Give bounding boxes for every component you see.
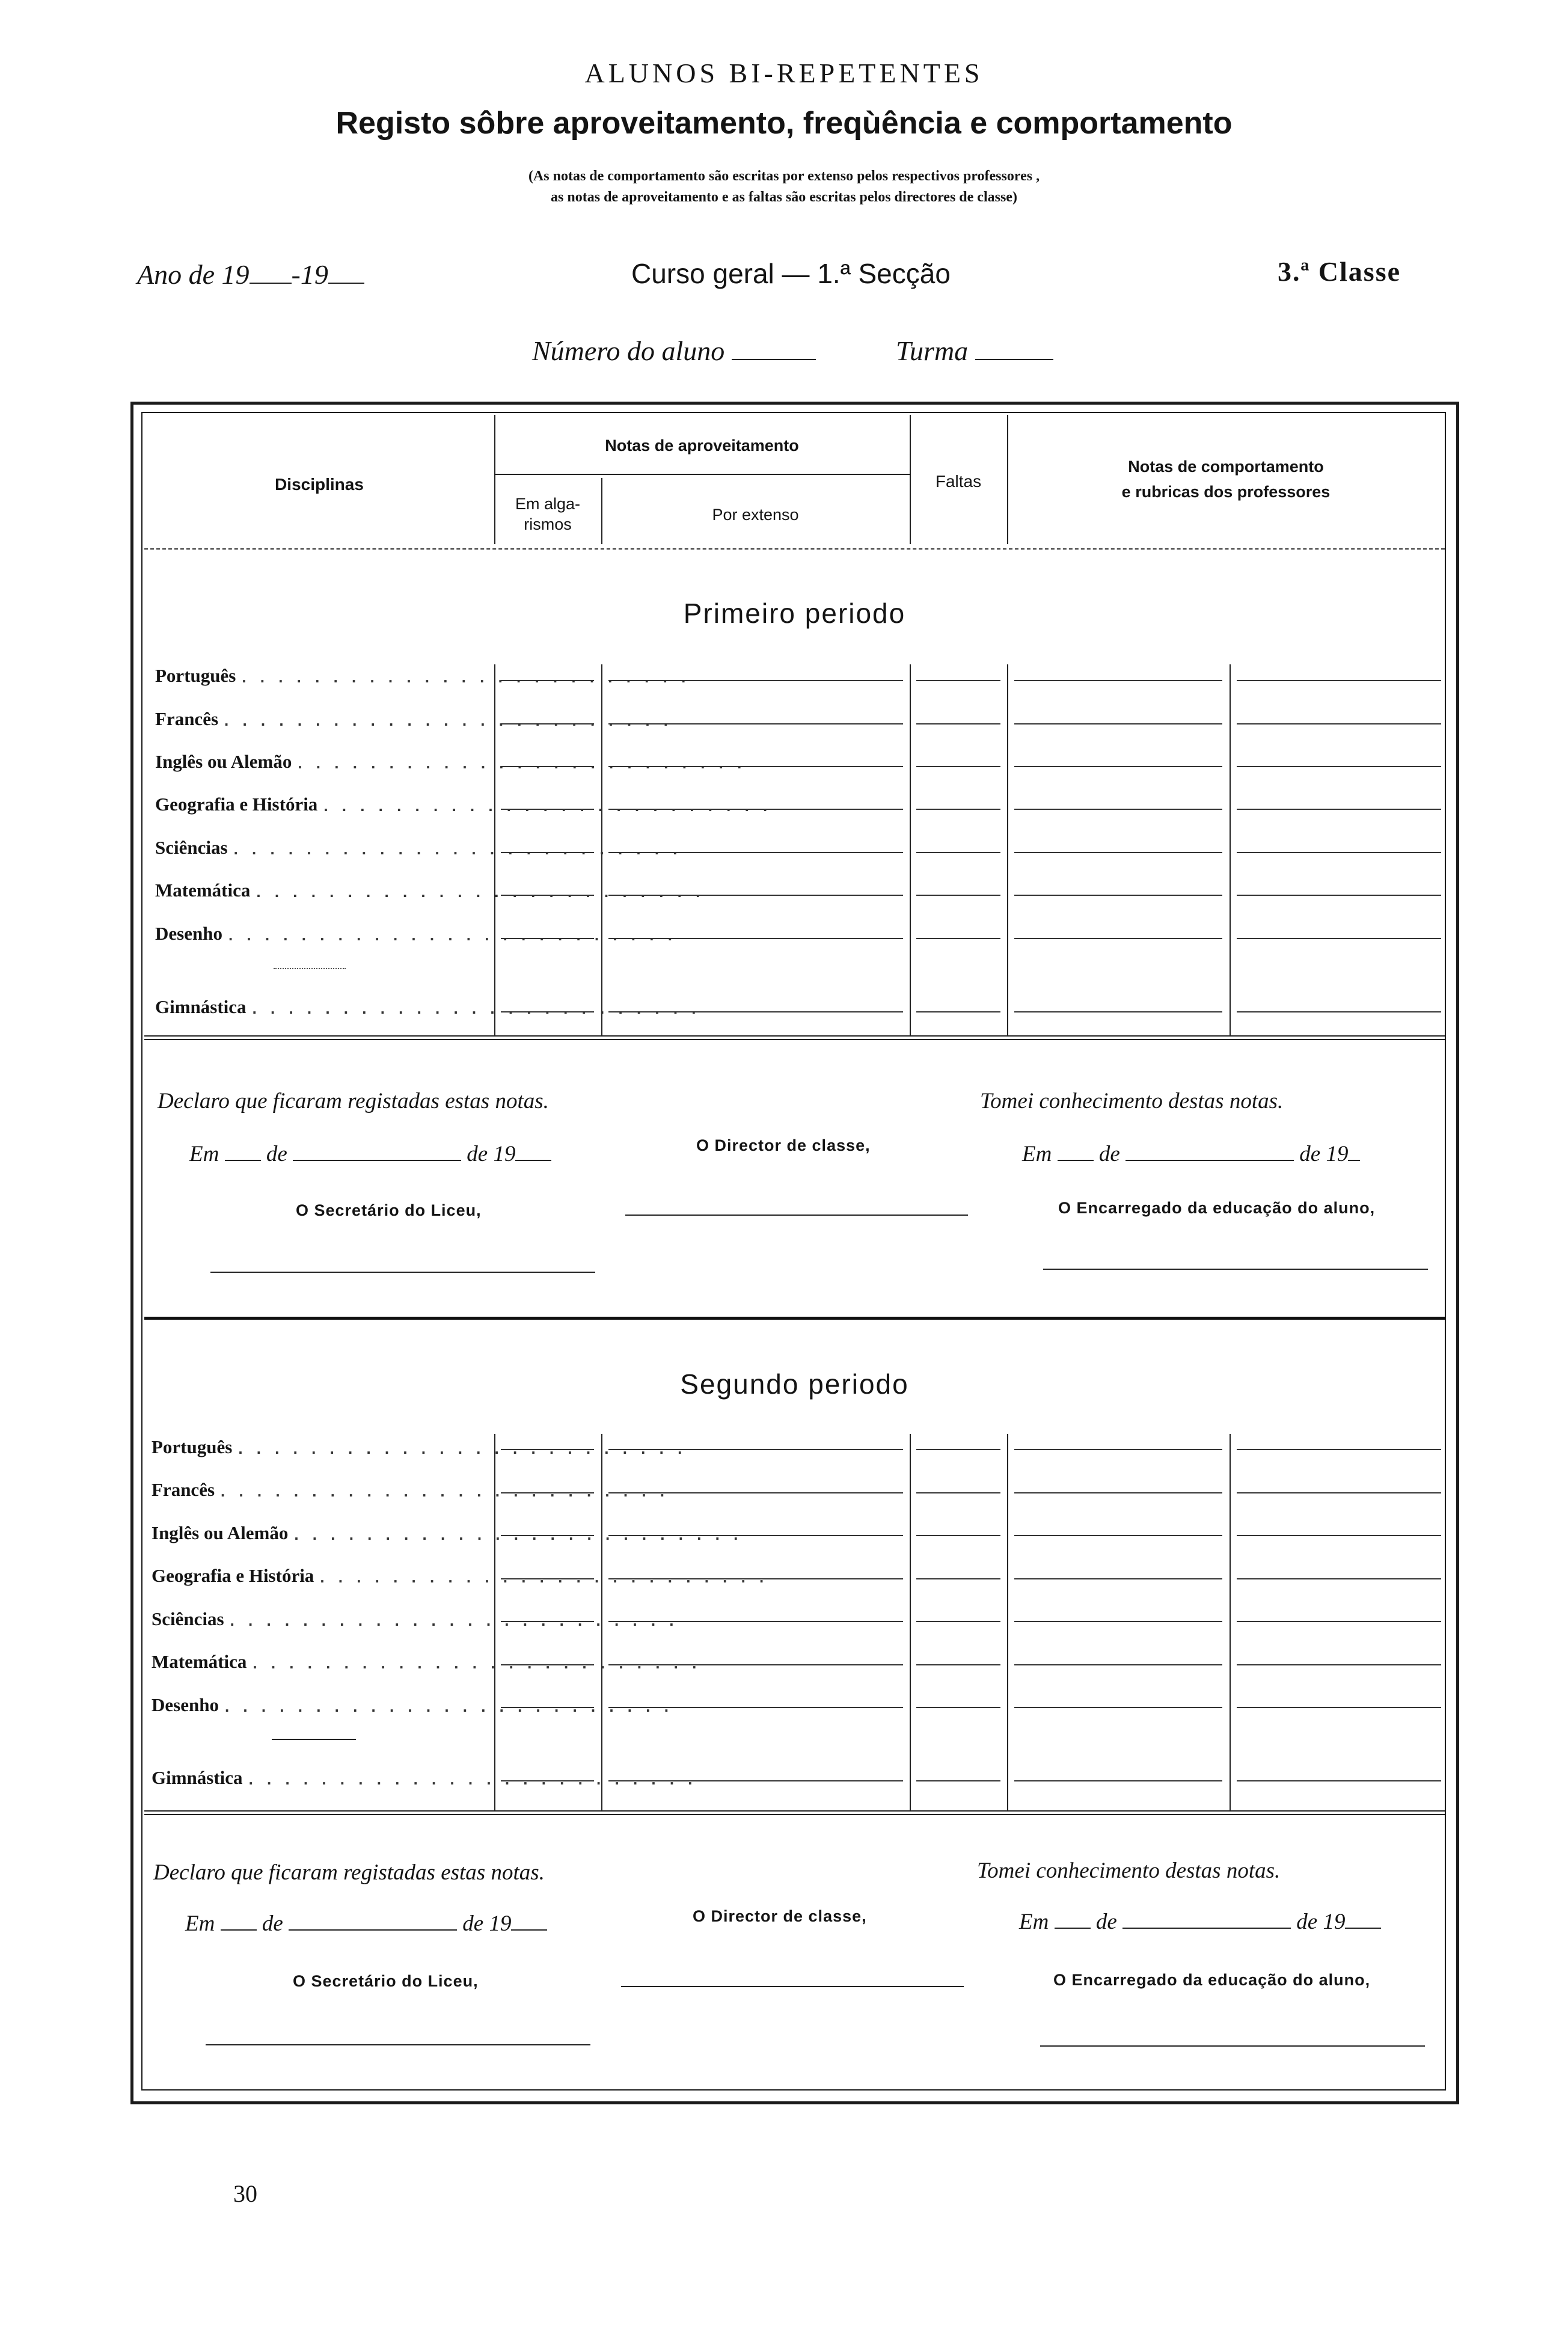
grade-number-line[interactable] — [501, 1535, 594, 1536]
grade-words-line[interactable] — [608, 1707, 903, 1708]
grade-number-line[interactable] — [501, 1492, 594, 1493]
grade-number-line[interactable] — [501, 1449, 594, 1450]
behavior-line[interactable] — [1014, 1449, 1222, 1450]
subject-label: Geografia e História — [152, 1565, 314, 1586]
year-label: Ano de 19 — [137, 259, 250, 290]
grade-number-line[interactable] — [501, 852, 594, 853]
acknowledge-statement: Tomei conhecimento destas notas. — [977, 1858, 1281, 1883]
secretary-label: O Secretário do Liceu, — [296, 1201, 482, 1219]
absences-line[interactable] — [916, 680, 1000, 681]
de-label: de — [1098, 1142, 1120, 1166]
secretary-signature-line[interactable] — [210, 1272, 595, 1273]
grade-words-line[interactable] — [608, 1621, 903, 1622]
form-note-line-2: as notas de aproveitamento e as faltas são escritas pelos directores de classe) — [551, 189, 1017, 205]
guardian-label: O Encarregado da educação do aluno, — [1058, 1199, 1376, 1217]
declare-statement: Declaro que ficaram registadas estas notas. — [153, 1860, 545, 1885]
class-group-field[interactable] — [896, 335, 1053, 367]
signature-line[interactable] — [1237, 766, 1441, 767]
signature-line[interactable] — [1237, 1535, 1441, 1536]
secretary-label: O Secretário do Liceu, — [293, 1972, 479, 1990]
course-section: Curso geral — 1.ª Secção — [631, 258, 951, 289]
form-subtitle: Registo sôbre aproveitamento, freqùência e comportamento — [335, 106, 1233, 141]
absences-line[interactable] — [916, 809, 1000, 810]
guardian-signature-line[interactable] — [1043, 1269, 1428, 1270]
behavior-line[interactable] — [1014, 1664, 1222, 1665]
behavior-line[interactable] — [1014, 1535, 1222, 1536]
em-label: Em — [189, 1142, 219, 1166]
grade-number-line[interactable] — [501, 1621, 594, 1622]
behavior-line[interactable] — [1014, 1578, 1222, 1579]
absences-line[interactable] — [916, 1664, 1000, 1665]
director-label: O Director de classe, — [693, 1907, 867, 1925]
absences-line[interactable] — [916, 1011, 1000, 1012]
column-divider — [1007, 664, 1008, 1036]
subject-row: Inglês ou Alemão . . . . . . . . . . . . . . . . . . . . . . . . . — [152, 1522, 743, 1543]
grade-number-line[interactable] — [501, 895, 594, 896]
de19-label: de 19 — [462, 1911, 512, 1936]
absences-line[interactable] — [916, 723, 1000, 724]
header-subline — [494, 474, 910, 475]
grade-words-line[interactable] — [608, 895, 903, 896]
subject-row: Português . . . . . . . . . . . . . . . . . . . . . . . . . — [152, 1436, 687, 1457]
secretary-date-field[interactable] — [185, 1911, 547, 1937]
grade-words-line[interactable] — [608, 852, 903, 853]
subject-label: Geografia e História — [155, 794, 318, 815]
secretary-signature-line[interactable] — [206, 2044, 590, 2045]
absences-line[interactable] — [916, 1578, 1000, 1579]
subject-row: Matemática . . . . . . . . . . . . . . . . . . . . . . . . . — [152, 1651, 702, 1672]
subject-label: Matemática — [152, 1651, 247, 1672]
page-number: 30 — [233, 2180, 257, 2207]
grade-words-line[interactable] — [608, 1449, 903, 1450]
signature-line[interactable] — [1237, 1449, 1441, 1450]
period-1-title: Primeiro periodo — [683, 598, 906, 629]
behavior-line[interactable] — [1014, 809, 1222, 810]
behavior-line[interactable] — [1014, 766, 1222, 767]
signature-line[interactable] — [1237, 1011, 1441, 1012]
class-label: 3.ª Classe — [1278, 256, 1401, 287]
behavior-line[interactable] — [1014, 895, 1222, 896]
de-label: de — [262, 1911, 283, 1936]
year-separator: -19 — [291, 259, 328, 290]
subject-row: Português . . . . . . . . . . . . . . . . . . . . . . . . . — [155, 665, 691, 686]
de19-label: de 19 — [1296, 1910, 1346, 1934]
grade-number-line[interactable] — [501, 1707, 594, 1708]
grade-words-line[interactable] — [608, 1578, 903, 1579]
grade-words-line[interactable] — [608, 1664, 903, 1665]
grade-number-line[interactable] — [501, 1578, 594, 1579]
student-number-field[interactable] — [532, 335, 816, 367]
behavior-line[interactable] — [1014, 723, 1222, 724]
subject-row: Sciências . . . . . . . . . . . . . . . . . . . . . . . . . — [152, 1608, 679, 1629]
subject-label: Desenho — [155, 923, 222, 944]
subject-row: Desenho . . . . . . . . . . . . . . . . . . . . . . . . . — [152, 1694, 673, 1715]
grade-words-line[interactable] — [608, 938, 903, 939]
absences-line[interactable] — [916, 1621, 1000, 1622]
secretary-date-field[interactable] — [189, 1141, 551, 1167]
subject-label: Português — [155, 665, 236, 686]
grade-words-line[interactable] — [608, 766, 903, 767]
subject-label: Inglês ou Alemão — [155, 751, 292, 772]
guardian-label: O Encarregado da educação do aluno, — [1053, 1971, 1371, 1989]
absences-header: Faltas — [935, 472, 982, 491]
director-label: O Director de classe, — [696, 1136, 871, 1154]
behavior-line[interactable] — [1014, 1011, 1222, 1012]
subject-row: Desenho . . . . . . . . . . . . . . . . . . . . . . . . . — [155, 923, 677, 944]
grade-words-line[interactable] — [608, 1011, 903, 1012]
behavior-line[interactable] — [1014, 1780, 1222, 1781]
subject-row: Gimnástica . . . . . . . . . . . . . . . . . . . . . . . . . — [152, 1767, 697, 1788]
signature-line[interactable] — [1237, 809, 1441, 810]
absences-line[interactable] — [916, 1449, 1000, 1450]
grades-group-header: Notas de aproveitamento — [605, 437, 799, 455]
column-divider — [910, 1434, 911, 1812]
subject-label: Sciências — [155, 837, 228, 858]
subject-label: Matemática — [155, 880, 251, 901]
absences-line[interactable] — [916, 852, 1000, 853]
subject-row: Inglês ou Alemão . . . . . . . . . . . . . . . . . . . . . . . . . — [155, 751, 747, 772]
em-label: Em — [1019, 1910, 1049, 1934]
grade-number-line[interactable] — [501, 723, 594, 724]
grade-words-line[interactable] — [608, 1780, 903, 1781]
acknowledge-statement: Tomei conhecimento destas notas. — [980, 1089, 1284, 1113]
period-1-end-rule — [144, 1035, 1445, 1040]
column-divider — [1007, 1434, 1008, 1812]
guardian-signature-line[interactable] — [1040, 2045, 1425, 2047]
subject-label: Francês — [152, 1479, 215, 1500]
header-bottom-line — [144, 548, 1445, 550]
behavior-header-2: e rubricas dos professores — [1121, 483, 1331, 501]
de19-label: de 19 — [467, 1142, 516, 1166]
behavior-line[interactable] — [1014, 938, 1222, 939]
subject-row: Geografia e História . . . . . . . . . . . . . . . . . . . . . . . . . — [152, 1565, 769, 1586]
signature-line[interactable] — [1237, 852, 1441, 853]
absences-line[interactable] — [916, 766, 1000, 767]
form-title: ALUNOS BI-REPETENTES — [584, 58, 984, 88]
grade-words-line[interactable] — [608, 1535, 903, 1536]
header-divider — [1007, 415, 1008, 544]
in-numbers-header-1: Em alga- — [515, 495, 581, 513]
subject-label: Sciências — [152, 1608, 224, 1629]
behavior-line[interactable] — [1014, 680, 1222, 681]
signature-line[interactable] — [1237, 1621, 1441, 1622]
subject-label: Gimnástica — [152, 1767, 243, 1788]
signature-line[interactable] — [1237, 723, 1441, 724]
subject-row: Francês . . . . . . . . . . . . . . . . . . . . . . . . . — [152, 1479, 669, 1500]
subject-label: Gimnástica — [155, 996, 247, 1017]
signature-line[interactable] — [1237, 1780, 1441, 1781]
student-number-label: Número do aluno — [532, 335, 725, 366]
column-divider — [910, 664, 911, 1036]
guardian-date-field[interactable] — [1022, 1141, 1360, 1167]
signature-line[interactable] — [1237, 1492, 1441, 1493]
signature-line[interactable] — [1237, 1707, 1441, 1708]
grade-words-line[interactable] — [608, 809, 903, 810]
grade-number-line[interactable] — [501, 1664, 594, 1665]
absences-line[interactable] — [916, 895, 1000, 896]
disciplines-header: Disciplinas — [275, 475, 364, 494]
absences-line[interactable] — [916, 1707, 1000, 1708]
subject-row: Gimnástica . . . . . . . . . . . . . . . . . . . . . . . . . — [155, 996, 701, 1017]
column-divider — [1230, 664, 1231, 1036]
grade-number-line[interactable] — [501, 766, 594, 767]
guardian-date-field[interactable] — [1019, 1909, 1381, 1935]
behavior-header-1: Notas de comportamento — [1128, 458, 1324, 476]
behavior-line[interactable] — [1014, 1621, 1222, 1622]
desenho-extra-line — [272, 1739, 356, 1740]
grade-words-line[interactable] — [608, 723, 903, 724]
absences-line[interactable] — [916, 1535, 1000, 1536]
subject-row: Francês . . . . . . . . . . . . . . . . . . . . . . . . . — [155, 708, 673, 729]
signature-line[interactable] — [1237, 895, 1441, 896]
subject-row: Geografia e História . . . . . . . . . . . . . . . . . . . . . . . . . — [155, 794, 773, 815]
in-words-header: Por extenso — [712, 506, 799, 524]
signature-line[interactable] — [1237, 680, 1441, 681]
grade-number-line[interactable] — [501, 680, 594, 681]
class-group-label: Turma — [896, 335, 969, 366]
period-2-title: Segundo periodo — [680, 1368, 909, 1400]
grade-number-line[interactable] — [501, 938, 594, 939]
column-divider — [1230, 1434, 1231, 1812]
em-label: Em — [185, 1911, 215, 1936]
grade-number-line[interactable] — [501, 1780, 594, 1781]
de19-label: de 19 — [1299, 1142, 1349, 1166]
absences-line[interactable] — [916, 1492, 1000, 1493]
subject-row: Matemática . . . . . . . . . . . . . . . . . . . . . . . . . — [155, 880, 705, 901]
form-note-line-1: (As notas de comportamento são escritas por extenso pelos respectivos professores , — [528, 168, 1040, 184]
in-numbers-header-2: rismos — [524, 515, 572, 533]
desenho-extra-line — [274, 968, 346, 969]
grade-words-line[interactable] — [608, 1492, 903, 1493]
period-separator — [144, 1317, 1445, 1320]
subject-label: Francês — [155, 708, 219, 729]
signature-line[interactable] — [1237, 938, 1441, 939]
grade-number-line[interactable] — [501, 1011, 594, 1012]
signature-line[interactable] — [1237, 1664, 1441, 1665]
subject-label: Português — [152, 1436, 233, 1457]
de-label: de — [1095, 1910, 1117, 1934]
grade-words-line[interactable] — [608, 680, 903, 681]
em-label: Em — [1022, 1142, 1052, 1166]
grade-number-line[interactable] — [501, 809, 594, 810]
subject-label: Inglês ou Alemão — [152, 1522, 289, 1543]
school-year-field[interactable] — [137, 259, 364, 290]
director-signature-line[interactable] — [625, 1215, 968, 1216]
signature-line[interactable] — [1237, 1578, 1441, 1579]
behavior-line[interactable] — [1014, 1492, 1222, 1493]
subject-label: Desenho — [152, 1694, 219, 1715]
subject-row: Sciências . . . . . . . . . . . . . . . . . . . . . . . . . — [155, 837, 682, 858]
behavior-line[interactable] — [1014, 1707, 1222, 1708]
de-label: de — [266, 1142, 287, 1166]
behavior-line[interactable] — [1014, 852, 1222, 853]
period-2-end-rule — [144, 1810, 1445, 1815]
absences-line[interactable] — [916, 1780, 1000, 1781]
absences-line[interactable] — [916, 938, 1000, 939]
director-signature-line[interactable] — [621, 1986, 964, 1987]
declare-statement: Declaro que ficaram registadas estas notas. — [158, 1089, 549, 1113]
